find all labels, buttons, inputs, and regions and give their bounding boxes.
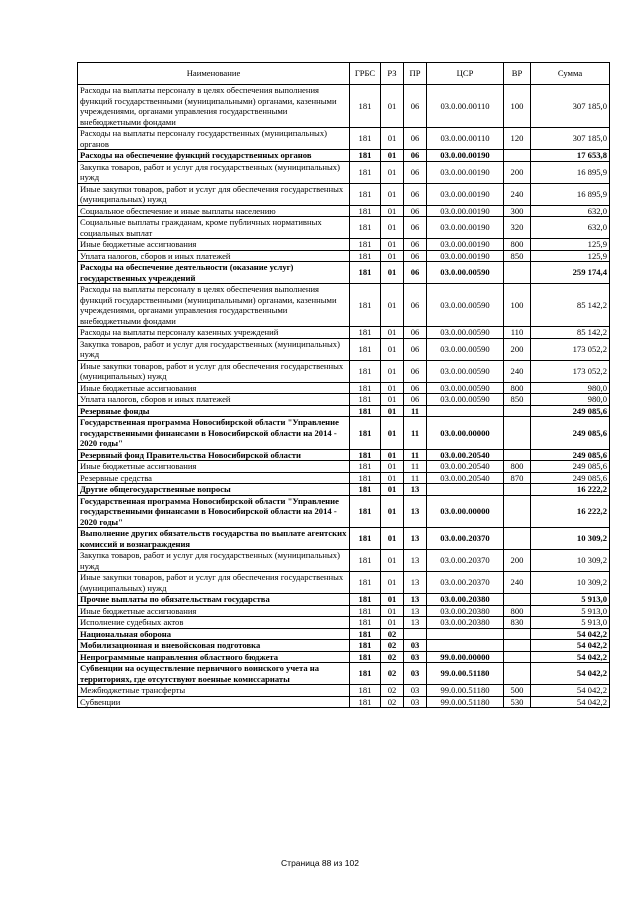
cell-csr: 03.0.00.20380 (427, 594, 504, 606)
cell-name: Прочие выплаты по обязательствам государства (78, 594, 350, 606)
header-pr: ПР (404, 63, 427, 85)
cell-sum: 16 222,2 (531, 484, 610, 496)
table-header (78, 63, 610, 85)
cell-rz: 01 (381, 405, 404, 417)
cell-vr: 200 (504, 338, 531, 360)
cell-pr: 13 (404, 550, 427, 572)
cell-vr: 200 (504, 550, 531, 572)
cell-vr (504, 594, 531, 606)
cell-grbs: 181 (350, 217, 381, 239)
cell-pr (404, 628, 427, 640)
header-row (78, 63, 610, 85)
cell-pr: 06 (404, 183, 427, 205)
cell-csr: 03.0.00.00590 (427, 394, 504, 406)
cell-csr: 03.0.00.20370 (427, 550, 504, 572)
cell-sum: 16 222,2 (531, 495, 610, 528)
cell-rz: 01 (381, 239, 404, 251)
cell-pr: 11 (404, 405, 427, 417)
cell-grbs: 181 (350, 327, 381, 339)
cell-csr (427, 640, 504, 652)
table-row (78, 338, 610, 360)
table-row (78, 405, 610, 417)
cell-sum: 249 085,6 (531, 461, 610, 473)
cell-vr: 830 (504, 617, 531, 629)
cell-grbs: 181 (350, 239, 381, 251)
cell-name: Мобилизационная и вневойсковая подготовка (78, 640, 350, 652)
cell-rz: 01 (381, 150, 404, 162)
cell-sum: 10 309,2 (531, 550, 610, 572)
cell-sum: 54 042,2 (531, 628, 610, 640)
table-row (78, 284, 610, 327)
cell-vr: 850 (504, 250, 531, 262)
cell-sum: 54 042,2 (531, 696, 610, 708)
cell-sum: 54 042,2 (531, 663, 610, 685)
table-row (78, 449, 610, 461)
cell-vr (504, 651, 531, 663)
table-row (78, 685, 610, 697)
cell-csr: 03.0.00.00000 (427, 417, 504, 450)
page-number: Страница 88 из 102 (281, 858, 359, 868)
cell-pr: 13 (404, 495, 427, 528)
cell-csr: 03.0.00.00190 (427, 217, 504, 239)
cell-csr: 03.0.00.00000 (427, 495, 504, 528)
cell-grbs: 181 (350, 449, 381, 461)
cell-name: Выполнение других обязательств государства по выплате агентских комиссий и вознаграждения (78, 528, 350, 550)
cell-grbs: 181 (350, 572, 381, 594)
cell-rz: 01 (381, 284, 404, 327)
cell-vr: 850 (504, 394, 531, 406)
header-sum: Сумма (531, 63, 610, 85)
cell-vr: 800 (504, 461, 531, 473)
cell-csr: 03.0.00.00110 (427, 128, 504, 150)
cell-pr: 03 (404, 663, 427, 685)
header-grbs: ГРБС (350, 63, 381, 85)
cell-vr (504, 663, 531, 685)
cell-rz: 01 (381, 605, 404, 617)
table-row (78, 617, 610, 629)
table-row (78, 495, 610, 528)
cell-grbs: 181 (350, 128, 381, 150)
cell-grbs: 181 (350, 663, 381, 685)
cell-rz: 01 (381, 449, 404, 461)
table-row (78, 651, 610, 663)
cell-name: Резервные фонды (78, 405, 350, 417)
cell-csr: 03.0.00.00190 (427, 205, 504, 217)
cell-sum: 173 052,2 (531, 360, 610, 382)
cell-csr: 03.0.00.00190 (427, 161, 504, 183)
cell-name: Иные закупки товаров, работ и услуг для обеспечения государственных (муниципальных) нужд (78, 360, 350, 382)
cell-grbs: 181 (350, 640, 381, 652)
cell-rz: 02 (381, 685, 404, 697)
budget-table (77, 62, 610, 708)
table-row (78, 550, 610, 572)
cell-vr: 100 (504, 284, 531, 327)
table-row (78, 394, 610, 406)
cell-name: Расходы на обеспечение функций государственных органов (78, 150, 350, 162)
header-rz: РЗ (381, 63, 404, 85)
cell-csr: 99.0.00.51180 (427, 685, 504, 697)
cell-vr (504, 262, 531, 284)
cell-rz: 01 (381, 161, 404, 183)
cell-sum: 249 085,6 (531, 472, 610, 484)
cell-pr: 06 (404, 217, 427, 239)
cell-vr (504, 628, 531, 640)
cell-rz: 01 (381, 550, 404, 572)
cell-rz: 01 (381, 85, 404, 128)
cell-rz: 01 (381, 338, 404, 360)
cell-pr: 06 (404, 394, 427, 406)
cell-vr: 800 (504, 239, 531, 251)
cell-name: Резервные средства (78, 472, 350, 484)
cell-rz: 01 (381, 617, 404, 629)
cell-vr (504, 640, 531, 652)
cell-rz: 01 (381, 327, 404, 339)
cell-vr: 320 (504, 217, 531, 239)
cell-name: Субвенции на осуществление первичного воинского учета на территориях, где отсутствуют военные комиссариаты (78, 663, 350, 685)
cell-sum: 125,9 (531, 250, 610, 262)
cell-name: Социальное обеспечение и иные выплаты населению (78, 205, 350, 217)
cell-sum: 249 085,6 (531, 405, 610, 417)
cell-sum: 632,0 (531, 205, 610, 217)
cell-vr (504, 495, 531, 528)
cell-grbs: 181 (350, 284, 381, 327)
cell-grbs: 181 (350, 628, 381, 640)
cell-sum: 10 309,2 (531, 572, 610, 594)
cell-sum: 5 913,0 (531, 617, 610, 629)
cell-vr: 120 (504, 128, 531, 150)
table-row (78, 217, 610, 239)
cell-vr: 300 (504, 205, 531, 217)
cell-csr: 03.0.00.20540 (427, 461, 504, 473)
cell-vr (504, 405, 531, 417)
cell-grbs: 181 (350, 461, 381, 473)
cell-rz: 01 (381, 262, 404, 284)
cell-name: Закупка товаров, работ и услуг для государственных (муниципальных) нужд (78, 161, 350, 183)
table-row (78, 161, 610, 183)
cell-pr: 06 (404, 360, 427, 382)
cell-grbs: 181 (350, 495, 381, 528)
cell-sum: 10 309,2 (531, 528, 610, 550)
cell-pr: 06 (404, 382, 427, 394)
cell-rz: 01 (381, 382, 404, 394)
cell-grbs: 181 (350, 617, 381, 629)
cell-csr: 03.0.00.20370 (427, 572, 504, 594)
cell-vr: 240 (504, 183, 531, 205)
table-row (78, 239, 610, 251)
cell-grbs: 181 (350, 360, 381, 382)
table-row (78, 360, 610, 382)
cell-rz: 02 (381, 640, 404, 652)
cell-sum: 249 085,6 (531, 417, 610, 450)
cell-sum: 54 042,2 (531, 640, 610, 652)
cell-sum: 307 185,0 (531, 128, 610, 150)
cell-sum: 980,0 (531, 382, 610, 394)
table-row (78, 594, 610, 606)
cell-rz: 02 (381, 696, 404, 708)
cell-pr: 06 (404, 262, 427, 284)
table-row (78, 628, 610, 640)
table-row (78, 528, 610, 550)
cell-name: Расходы на выплаты персоналу государственных (муниципальных) органов (78, 128, 350, 150)
cell-grbs: 181 (350, 205, 381, 217)
cell-grbs: 181 (350, 605, 381, 617)
cell-name: Расходы на обеспечение деятельности (оказание услуг) государственных учреждений (78, 262, 350, 284)
cell-sum: 173 052,2 (531, 338, 610, 360)
cell-pr: 06 (404, 239, 427, 251)
cell-vr: 200 (504, 161, 531, 183)
cell-grbs: 181 (350, 405, 381, 417)
cell-rz: 01 (381, 472, 404, 484)
cell-grbs: 181 (350, 85, 381, 128)
cell-pr: 13 (404, 572, 427, 594)
table-row (78, 128, 610, 150)
cell-csr: 03.0.00.20370 (427, 528, 504, 550)
cell-name: Закупка товаров, работ и услуг для государственных (муниципальных) нужд (78, 550, 350, 572)
cell-name: Непрограммные направления областного бюджета (78, 651, 350, 663)
cell-vr (504, 150, 531, 162)
table-row (78, 640, 610, 652)
table-row (78, 85, 610, 128)
cell-name: Субвенции (78, 696, 350, 708)
cell-sum: 16 895,9 (531, 183, 610, 205)
cell-pr: 03 (404, 640, 427, 652)
table-row (78, 572, 610, 594)
cell-rz: 01 (381, 461, 404, 473)
cell-pr: 11 (404, 461, 427, 473)
cell-vr: 870 (504, 472, 531, 484)
cell-vr: 800 (504, 382, 531, 394)
cell-csr: 03.0.00.20540 (427, 449, 504, 461)
cell-name: Иные бюджетные ассигнования (78, 382, 350, 394)
cell-csr: 03.0.00.00190 (427, 150, 504, 162)
cell-name: Иные закупки товаров, работ и услуг для обеспечения государственных (муниципальных) нужд (78, 572, 350, 594)
cell-rz: 01 (381, 484, 404, 496)
table-row (78, 472, 610, 484)
cell-pr: 13 (404, 594, 427, 606)
cell-sum: 54 042,2 (531, 685, 610, 697)
cell-pr: 11 (404, 449, 427, 461)
cell-csr (427, 405, 504, 417)
table-row (78, 382, 610, 394)
cell-rz: 01 (381, 360, 404, 382)
cell-pr: 13 (404, 605, 427, 617)
cell-name: Иные закупки товаров, работ и услуг для обеспечения государственных (муниципальных) нужд (78, 183, 350, 205)
cell-name: Иные бюджетные ассигнования (78, 239, 350, 251)
cell-pr: 03 (404, 651, 427, 663)
cell-csr: 03.0.00.00190 (427, 250, 504, 262)
cell-grbs: 181 (350, 685, 381, 697)
cell-csr: 03.0.00.20540 (427, 472, 504, 484)
cell-pr: 06 (404, 161, 427, 183)
cell-sum: 125,9 (531, 239, 610, 251)
table-row (78, 461, 610, 473)
cell-sum: 17 653,8 (531, 150, 610, 162)
cell-sum: 249 085,6 (531, 449, 610, 461)
cell-rz: 01 (381, 528, 404, 550)
cell-rz: 01 (381, 594, 404, 606)
cell-name: Государственная программа Новосибирской области "Управление государственными финансами в Новосибирской области на 2014 - 2020 годы" (78, 417, 350, 450)
cell-csr (427, 484, 504, 496)
cell-grbs: 181 (350, 150, 381, 162)
table-row (78, 696, 610, 708)
cell-grbs: 181 (350, 250, 381, 262)
cell-pr: 06 (404, 128, 427, 150)
cell-csr: 03.0.00.00590 (427, 262, 504, 284)
cell-pr: 11 (404, 472, 427, 484)
cell-grbs: 181 (350, 550, 381, 572)
cell-sum: 632,0 (531, 217, 610, 239)
cell-grbs: 181 (350, 696, 381, 708)
cell-rz: 02 (381, 663, 404, 685)
cell-sum: 85 142,2 (531, 284, 610, 327)
cell-vr (504, 417, 531, 450)
cell-rz: 01 (381, 417, 404, 450)
cell-sum: 54 042,2 (531, 651, 610, 663)
cell-pr: 13 (404, 484, 427, 496)
cell-rz: 01 (381, 217, 404, 239)
header-csr: ЦСР (427, 63, 504, 85)
cell-pr: 06 (404, 338, 427, 360)
cell-sum: 5 913,0 (531, 605, 610, 617)
cell-pr: 06 (404, 284, 427, 327)
table-row (78, 663, 610, 685)
cell-csr: 03.0.00.00590 (427, 382, 504, 394)
cell-name: Межбюджетные трансферты (78, 685, 350, 697)
cell-rz: 01 (381, 205, 404, 217)
cell-pr: 13 (404, 617, 427, 629)
cell-name: Другие общегосударственные вопросы (78, 484, 350, 496)
cell-csr (427, 628, 504, 640)
cell-rz: 01 (381, 495, 404, 528)
cell-csr: 03.0.00.00590 (427, 360, 504, 382)
cell-rz: 02 (381, 651, 404, 663)
cell-csr: 99.0.00.00000 (427, 651, 504, 663)
cell-csr: 03.0.00.00190 (427, 239, 504, 251)
cell-name: Иные бюджетные ассигнования (78, 605, 350, 617)
cell-grbs: 181 (350, 382, 381, 394)
cell-name: Закупка товаров, работ и услуг для государственных (муниципальных) нужд (78, 338, 350, 360)
table-row (78, 484, 610, 496)
cell-pr: 06 (404, 205, 427, 217)
cell-sum: 980,0 (531, 394, 610, 406)
cell-vr (504, 484, 531, 496)
cell-name: Государственная программа Новосибирской области "Управление государственными финансами в Новосибирской области на 2014 - 2020 годы" (78, 495, 350, 528)
table-row (78, 327, 610, 339)
cell-grbs: 181 (350, 262, 381, 284)
cell-name: Национальная оборона (78, 628, 350, 640)
cell-csr: 03.0.00.00590 (427, 284, 504, 327)
cell-pr: 06 (404, 250, 427, 262)
cell-grbs: 181 (350, 338, 381, 360)
cell-sum: 16 895,9 (531, 161, 610, 183)
cell-vr: 530 (504, 696, 531, 708)
cell-grbs: 181 (350, 484, 381, 496)
cell-csr: 03.0.00.20380 (427, 617, 504, 629)
cell-pr: 03 (404, 696, 427, 708)
cell-vr: 240 (504, 360, 531, 382)
cell-csr: 03.0.00.00190 (427, 183, 504, 205)
cell-vr (504, 528, 531, 550)
table-row (78, 417, 610, 450)
cell-grbs: 181 (350, 528, 381, 550)
cell-rz: 01 (381, 183, 404, 205)
cell-name: Иные бюджетные ассигнования (78, 461, 350, 473)
cell-sum: 307 185,0 (531, 85, 610, 128)
cell-name: Социальные выплаты гражданам, кроме публичных нормативных социальных выплат (78, 217, 350, 239)
cell-pr: 06 (404, 327, 427, 339)
cell-csr: 99.0.00.51180 (427, 663, 504, 685)
table-row (78, 250, 610, 262)
cell-vr: 100 (504, 85, 531, 128)
cell-name: Резервный фонд Правительства Новосибирской области (78, 449, 350, 461)
cell-grbs: 181 (350, 594, 381, 606)
cell-csr: 03.0.00.00590 (427, 338, 504, 360)
table-body (78, 85, 610, 708)
cell-vr: 110 (504, 327, 531, 339)
cell-vr: 500 (504, 685, 531, 697)
cell-name: Расходы на выплаты персоналу казенных учреждений (78, 327, 350, 339)
cell-grbs: 181 (350, 417, 381, 450)
cell-grbs: 181 (350, 161, 381, 183)
cell-name: Исполнение судебных актов (78, 617, 350, 629)
cell-csr: 99.0.00.51180 (427, 696, 504, 708)
cell-sum: 85 142,2 (531, 327, 610, 339)
cell-grbs: 181 (350, 183, 381, 205)
cell-vr: 800 (504, 605, 531, 617)
cell-rz: 01 (381, 128, 404, 150)
cell-sum: 259 174,4 (531, 262, 610, 284)
cell-name: Уплата налогов, сборов и иных платежей (78, 394, 350, 406)
cell-sum: 5 913,0 (531, 594, 610, 606)
table-row (78, 205, 610, 217)
cell-grbs: 181 (350, 651, 381, 663)
cell-rz: 01 (381, 250, 404, 262)
cell-vr (504, 449, 531, 461)
cell-csr: 03.0.00.00110 (427, 85, 504, 128)
header-vr: ВР (504, 63, 531, 85)
cell-pr: 06 (404, 150, 427, 162)
cell-pr: 13 (404, 528, 427, 550)
table-row (78, 262, 610, 284)
cell-rz: 02 (381, 628, 404, 640)
cell-csr: 03.0.00.20380 (427, 605, 504, 617)
cell-name: Расходы на выплаты персоналу в целях обеспечения выполнения функций государственными (муниципальными) органами, казенными учреждениями, органами управления государственными внебюджетными фондами (78, 85, 350, 128)
cell-pr: 11 (404, 417, 427, 450)
cell-name: Уплата налогов, сборов и иных платежей (78, 250, 350, 262)
cell-csr: 03.0.00.00590 (427, 327, 504, 339)
header-name: Наименование (78, 63, 350, 85)
cell-pr: 06 (404, 85, 427, 128)
cell-vr: 240 (504, 572, 531, 594)
cell-pr: 03 (404, 685, 427, 697)
cell-rz: 01 (381, 394, 404, 406)
table-row (78, 605, 610, 617)
cell-name: Расходы на выплаты персоналу в целях обеспечения выполнения функций государственными (муниципальными) органами, казенными учреждениями, органами управления государственными внебюджетными фондами (78, 284, 350, 327)
cell-grbs: 181 (350, 394, 381, 406)
table-row (78, 150, 610, 162)
cell-rz: 01 (381, 572, 404, 594)
cell-grbs: 181 (350, 472, 381, 484)
table-row (78, 183, 610, 205)
